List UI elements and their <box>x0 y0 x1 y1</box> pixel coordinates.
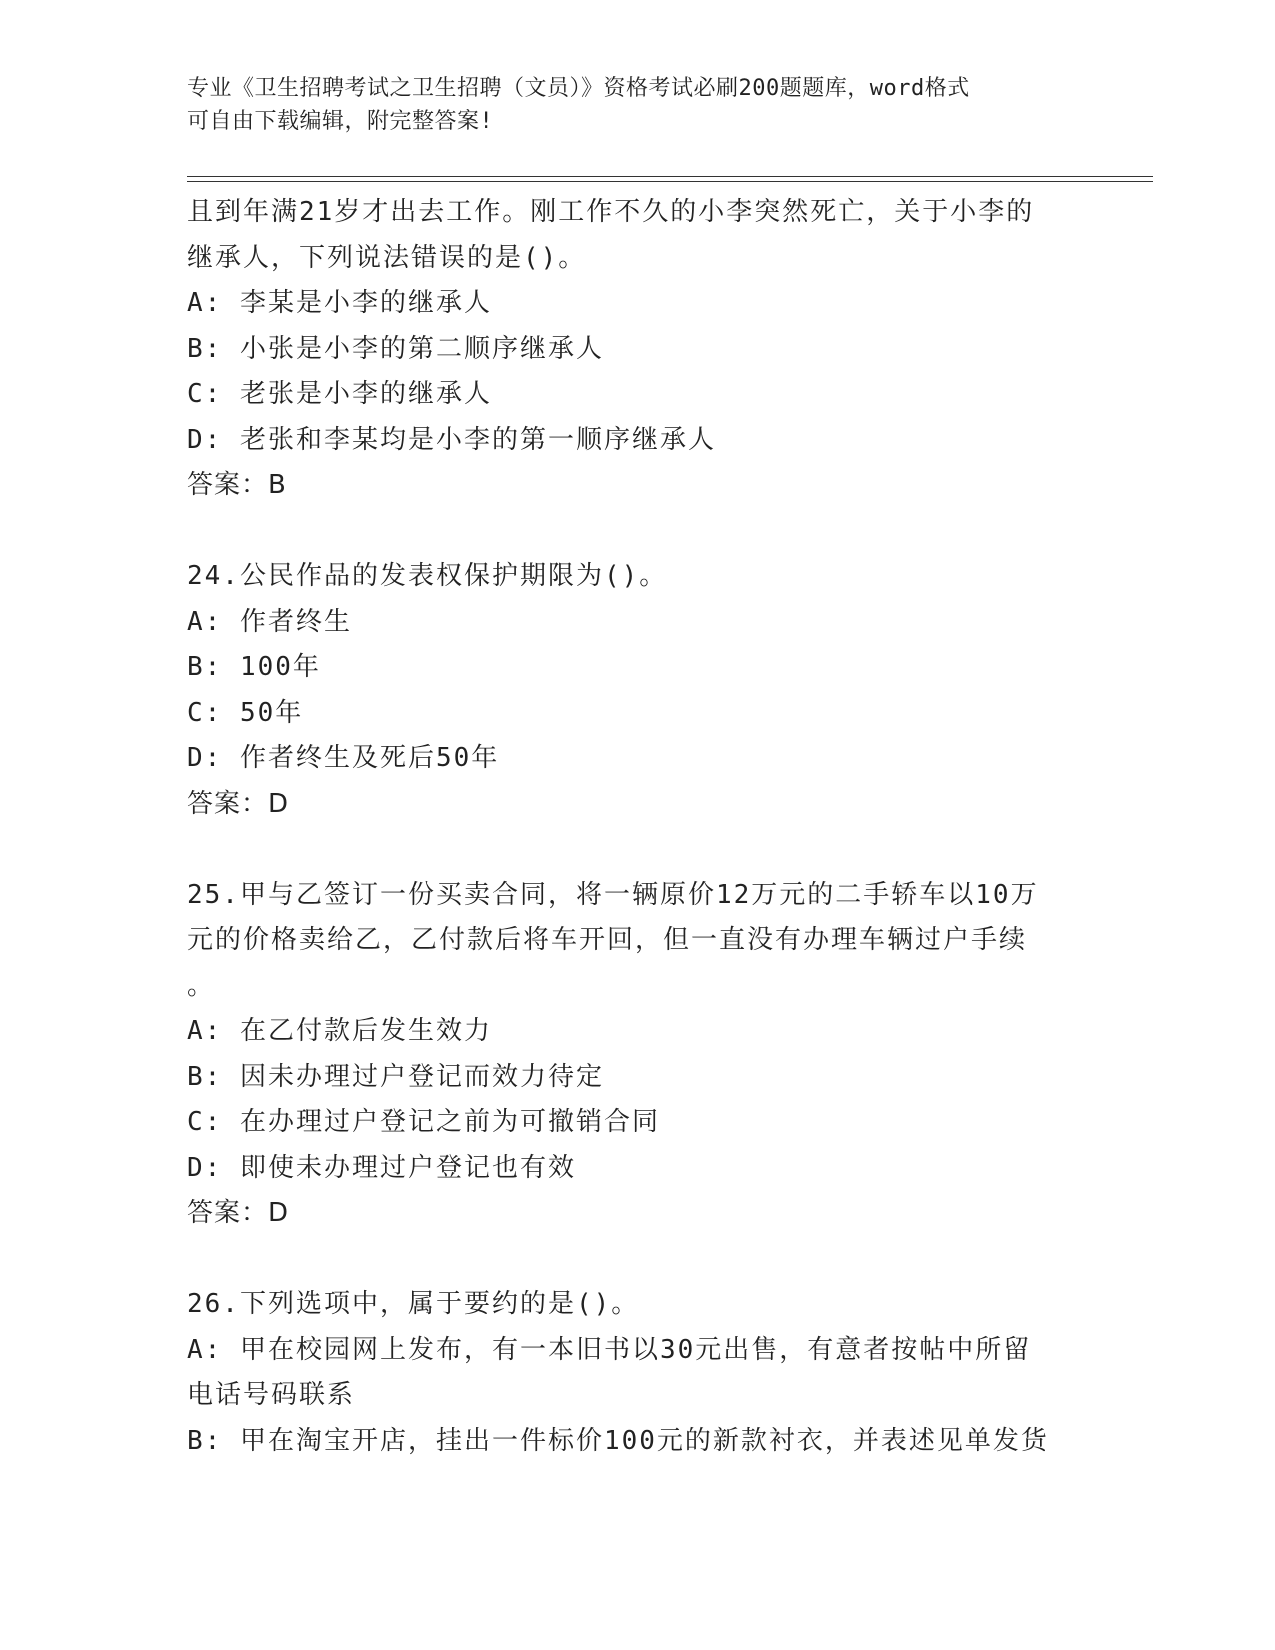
question-spacer <box>187 827 1087 873</box>
question-spacer <box>187 509 1087 555</box>
option-d: D: 老张和李某均是小李的第一顺序继承人 <box>187 424 716 455</box>
page-header <box>187 72 1067 138</box>
question-stem-line: 且到年满21岁才出去工作。刚工作不久的小李突然死亡，关于小李的 <box>187 197 1035 227</box>
header-divider-top <box>187 176 1153 177</box>
question-stem-line: 26.下列选项中，属于要约的是()。 <box>187 1289 640 1319</box>
option-a: A: 甲在校园网上发布，有一本旧书以30元出售，有意者按帖中所留 <box>187 1334 1032 1365</box>
option-c: C: 老张是小李的继承人 <box>187 379 492 409</box>
question-24 <box>187 554 1087 827</box>
option-d: D: 即使未办理过户登记也有效 <box>187 1152 576 1183</box>
answer-line: 答案：B <box>187 470 287 500</box>
option-a: A: 作者终生 <box>187 606 352 637</box>
answer-line: 答案：D <box>187 788 290 819</box>
option-a: A: 在乙付款后发生效力 <box>187 1016 492 1046</box>
header-title-line-2: 可自由下载编辑，附完整答案! <box>187 109 494 134</box>
header-divider-bottom <box>187 181 1153 182</box>
option-b: B: 小张是小李的第二顺序继承人 <box>187 333 604 364</box>
question-stem-line: 。 <box>187 970 216 1001</box>
question-stem-line: 24.公民作品的发表权保护期限为()。 <box>187 561 668 591</box>
question-stem-line: 继承人，下列说法错误的是()。 <box>187 242 587 273</box>
question-26 <box>187 1282 1087 1464</box>
option-d: D: 作者终生及死后50年 <box>187 743 500 773</box>
option-a-continued: 电话号码联系 <box>187 1380 356 1410</box>
question-stem-line: 25.甲与乙签订一份买卖合同，将一辆原价12万元的二手轿车以10万 <box>187 879 1039 910</box>
header-title-line-1: 专业《卫生招聘考试之卫生招聘（文员）》资格考试必刷200题题库，word格式 <box>187 76 970 101</box>
option-b: B: 甲在淘宝开店，挂出一件标价100元的新款衬衣，并表述见单发货 <box>187 1425 1049 1456</box>
question-list <box>187 190 1087 1464</box>
question-23 <box>187 190 1087 509</box>
answer-line: 答案：D <box>187 1198 290 1228</box>
question-spacer <box>187 1237 1087 1283</box>
option-c: C: 在办理过户登记之前为可撤销合同 <box>187 1107 660 1137</box>
option-a: A: 李某是小李的继承人 <box>187 288 492 318</box>
question-25 <box>187 873 1087 1237</box>
option-c: C: 50年 <box>187 697 304 728</box>
option-b: B: 100年 <box>187 652 321 682</box>
question-stem-line: 元的价格卖给乙，乙付款后将车开回，但一直没有办理车辆过户手续 <box>187 925 1028 955</box>
option-b: B: 因未办理过户登记而效力待定 <box>187 1061 604 1092</box>
